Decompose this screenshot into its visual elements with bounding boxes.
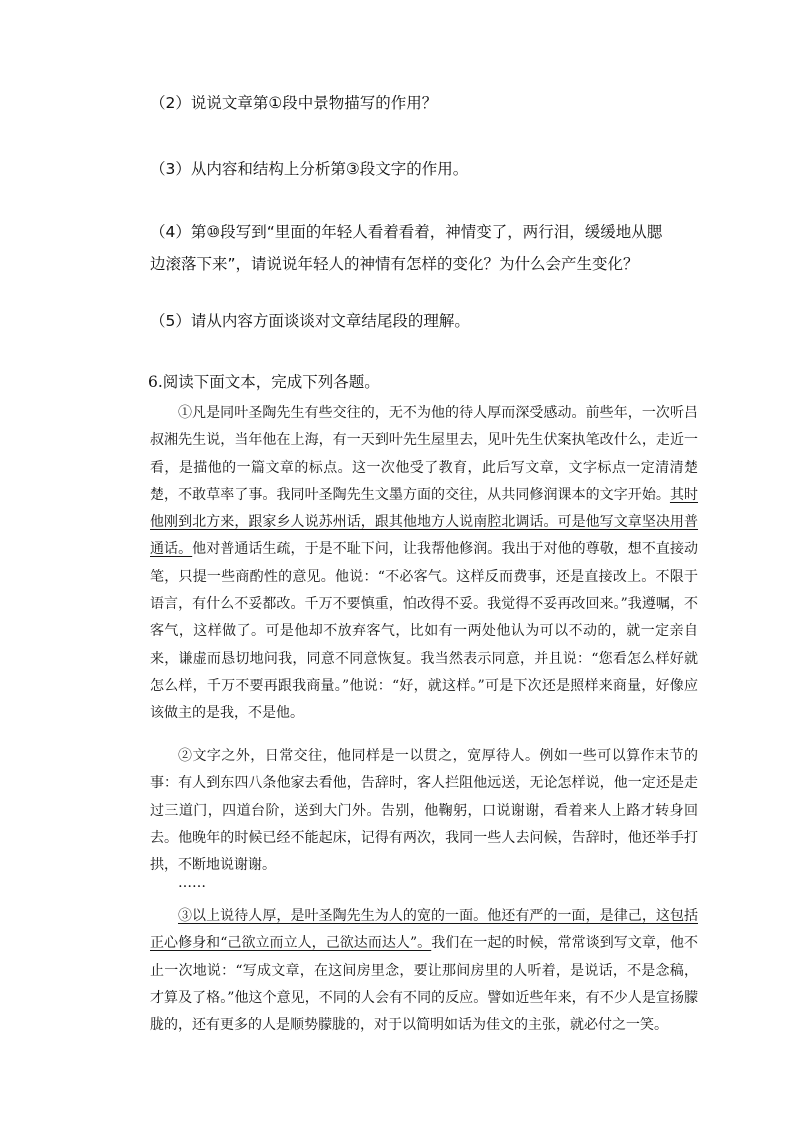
question-5: （5）请从内容方面谈谈对文章结尾段的理解。: [150, 312, 470, 330]
passage-paragraph-3: [150, 903, 698, 1039]
question-2: （2）说说文章第①段中景物描写的作用？: [150, 94, 438, 112]
question-4: （4）第⑩段写到“里面的年轻人看着看着，神情变了，两行泪，缓缓地从腮边滚落下来”，请说说年轻人的神情有怎样的变化？为什么会产生变化？: [150, 223, 663, 273]
passage-p3-text: 我们在一起的时候，常常谈到写文章，他不止一次地说：“写成文章，在这间房里念，要让那间房里的人听着，是说话，不是念稿，才算及了格。”他这个意见，不同的人会有不同的反应。譬如近些年来，有不少人是宣扬朦胧的，还有更多的人是顺势朦胧的，对于以简明如话为佳文的主张，就必付之一笑。: [150, 935, 698, 1034]
section-title: 6.阅读下面文本，完成下列各题。: [148, 373, 380, 391]
passage-paragraph-2: ②文字之外，日常交往，他同样是一以贯之，宽厚待人。例如一些可以算作末节的事：有人到东四八条他家去看他，告辞时，客人拦阻他远送，无论怎样说，他一定还是走过三道门，四道台阶，送到大门外。告别，他鞠躬，口说谢谢，看着来人上路才转身回去。他晚年的时候已经不能起床，记得有两次，我同一些人去问候，告辞时，他还举手打拱，不断地说谢谢。: [150, 748, 698, 874]
passage-p3-underlined: ③以上说待人厚，是叶圣陶先生为人的宽的一面。他还有严的一面，是律己，这包括正心修身和“己欲立而立人，己欲达而达人”。: [150, 908, 698, 952]
passage-p1-underlined: 其时他刚到北方来，跟家乡人说苏州话，跟其他地方人说南腔北调话。可是他写文章坚决用普通话。: [150, 486, 699, 558]
passage-p1-text-a: ①凡是同叶圣陶先生有些交往的，无不为他的待人厚而深受感动。前些年，一次听吕叔湘先生说，当年他在上海，有一天到叶先生屋里去，见叶先生伏案执笔改什么，走近一看，是描他的一篇文章的标点。这一次他受了教育，此后写文章，文字标点一定清清楚楚，不敢草率了事。我同叶圣陶先生文墨方面的交往，从共同修润课本的文字开始。: [150, 405, 698, 503]
question-3: （3）从内容和结构上分析第③段文字的作用。: [150, 160, 469, 178]
ellipsis: ……: [178, 875, 206, 891]
passage-paragraph-1: [150, 400, 698, 728]
passage-p1-text-b: 他对普通话生疏，于是不耻下问，让我帮他修润。我出于对他的尊敬，想不直接动笔，只提一些商酌性的意见。他说：“不必客气。这样反而费事，还是直接改上。不限于语言，有什么不妥都改。千万不要慎重，怕改得不妥。我觉得不妥再改回来。”我遵嘱，不客气，这样做了。可是他却不放弃客气，比如有一两处他认为可以不动的，就一定亲自来，谦虚而恳切地问我，同意不同意恢复。我当然表示同意，并且说：“您看怎么样好就怎么样，千万不要再跟我商量。”他说：“好，就这样。”可是下次还是照样来商量，好像应该做主的是我，不是他。: [150, 541, 699, 722]
